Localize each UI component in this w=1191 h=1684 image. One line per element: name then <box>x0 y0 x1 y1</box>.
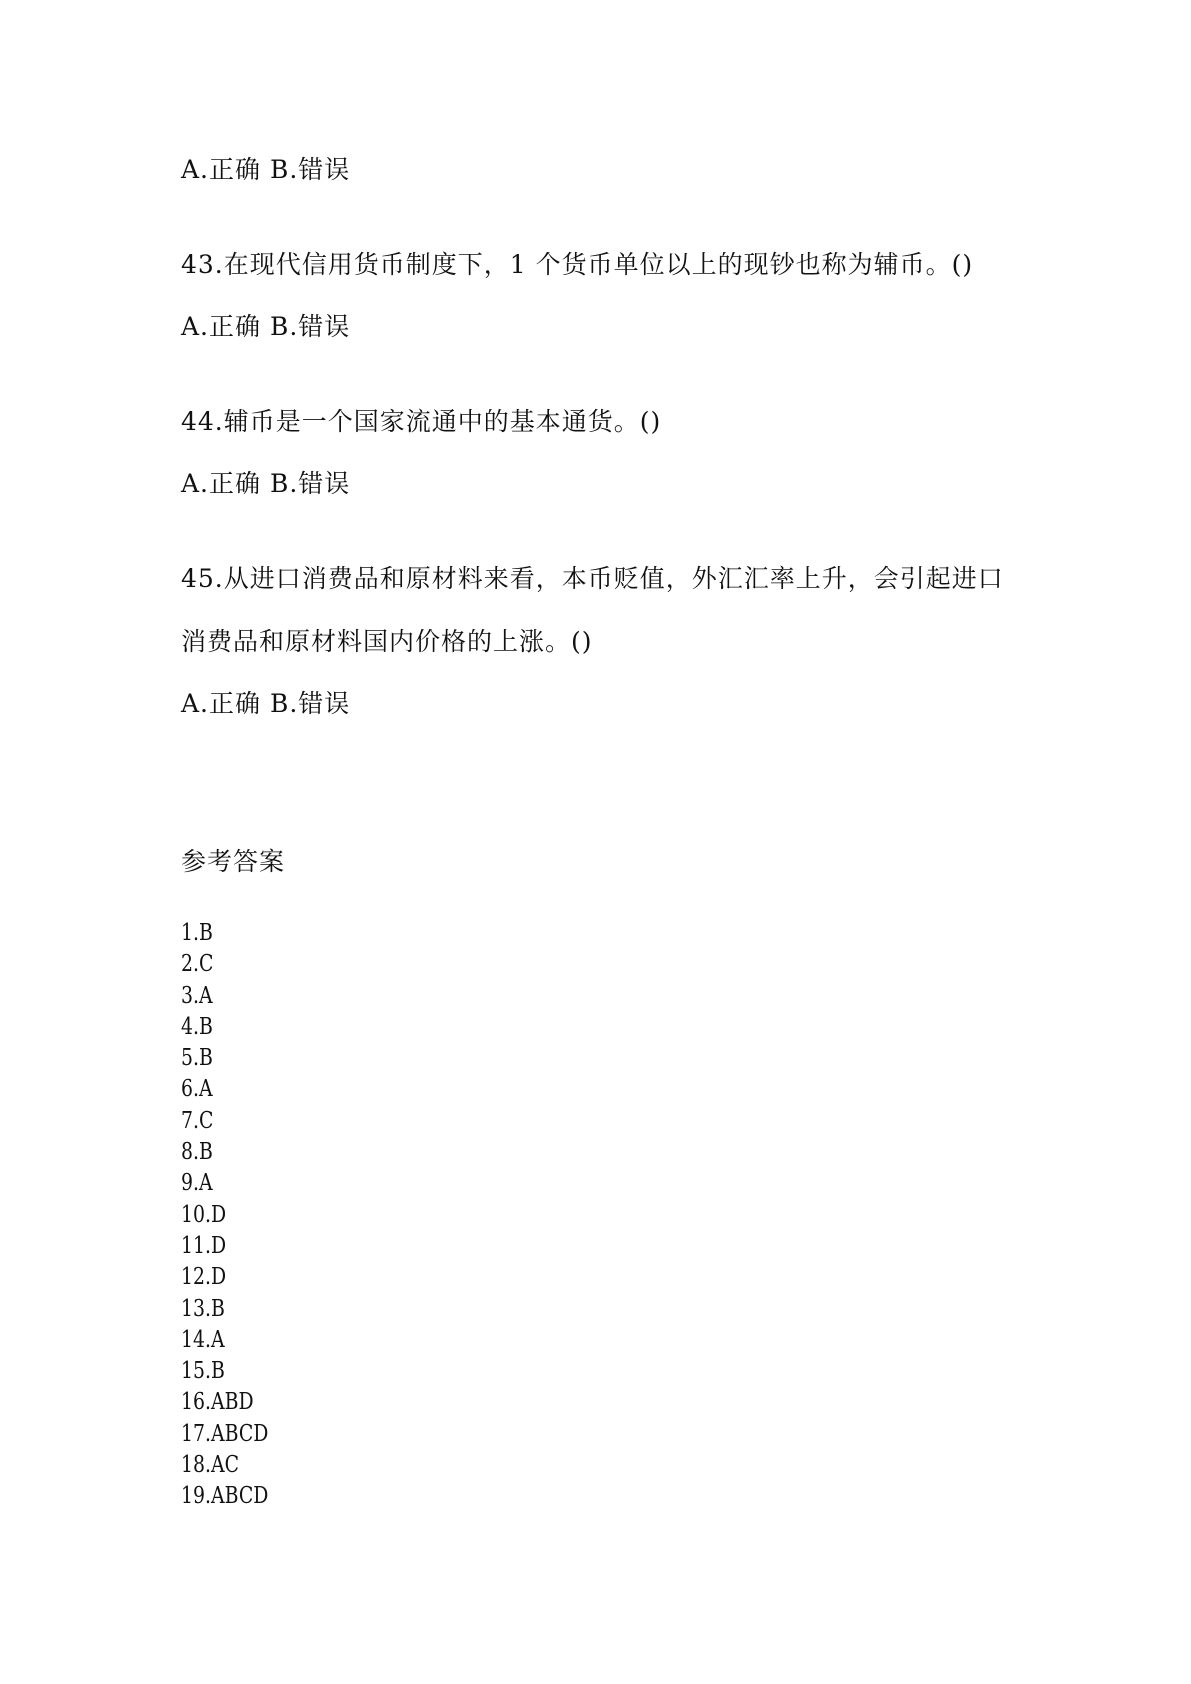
question-44-text: 44.辅币是一个国家流通中的基本通货。() <box>181 407 662 436</box>
answer-item: 17.ABCD <box>181 1420 269 1447</box>
answer-item: 4.B <box>181 1013 213 1040</box>
question-45-options: A.正确 B.错误 <box>181 689 351 718</box>
answer-item: 2.C <box>181 951 214 978</box>
answer-item: 16.ABD <box>181 1389 254 1416</box>
question-42-options: A.正确 B.错误 <box>181 155 351 184</box>
answer-item: 18.AC <box>181 1452 240 1479</box>
answer-item: 19.ABCD <box>181 1483 269 1510</box>
answer-item: 7.C <box>181 1107 214 1134</box>
answer-list <box>181 918 288 1513</box>
question-43-text: 43.在现代信用货币制度下，1 个货币单位以上的现钞也称为辅币。() <box>181 250 974 279</box>
answer-item: 3.A <box>181 982 213 1009</box>
answer-item: 5.B <box>181 1045 213 1072</box>
question-44-options: A.正确 B.错误 <box>181 469 351 498</box>
question-45-text-line2: 消费品和原材料国内价格的上涨。() <box>181 627 593 656</box>
answer-item: 11.D <box>181 1232 227 1259</box>
answer-item: 14.A <box>181 1326 225 1353</box>
answer-item: 8.B <box>181 1139 213 1166</box>
question-43-options: A.正确 B.错误 <box>181 312 351 341</box>
answer-item: 6.A <box>181 1076 213 1103</box>
answer-item: 10.D <box>181 1201 227 1228</box>
answer-item: 15.B <box>181 1358 225 1385</box>
question-45-text-line1: 45.从进口消费品和原材料来看，本币贬值，外汇汇率上升，会引起进口 <box>181 564 1004 593</box>
answer-item: 9.A <box>181 1170 213 1197</box>
answer-heading: 参考答案 <box>181 847 286 876</box>
answer-item: 12.D <box>181 1264 227 1291</box>
answer-item: 1.B <box>181 920 213 946</box>
answer-item: 13.B <box>181 1295 225 1322</box>
